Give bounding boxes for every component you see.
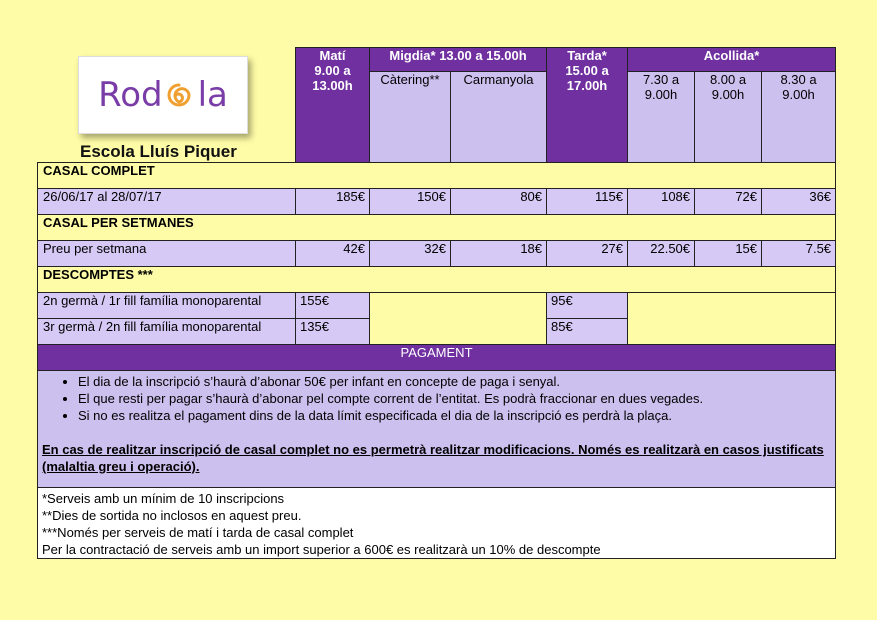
header-acollida-800: 8.00 a 9.00h	[695, 72, 762, 163]
logo-text-1: Rod	[98, 75, 163, 115]
footnote: *Serveis amb un mínim de 10 inscripcions	[42, 491, 285, 506]
footnote: ***Només per serveis de matí i tarda de casal complet	[42, 525, 354, 540]
section-descomptes: DESCOMPTES ***	[38, 267, 836, 293]
table-row: 3r germà / 2n fill família monoparental 135€ 85€	[38, 319, 836, 345]
table-row: 26/06/17 al 28/07/17 185€ 150€ 80€ 115€ 108€ 72€ 36€	[38, 189, 836, 215]
payment-info	[38, 371, 836, 488]
header-carmanyola: Carmanyola	[451, 72, 547, 163]
section-pagament: PAGAMENT	[38, 345, 836, 371]
header-acollida: Acollida*	[628, 48, 836, 72]
table-row: 2n germà / 1r fill família monoparental 155€ 95€	[38, 293, 836, 319]
table-row: Preu per setmana 42€ 32€ 18€ 27€ 22.50€ 15€ 7.5€	[38, 241, 836, 267]
payment-note: En cas de realitzar inscripció de casal complet no es permetrà realitzar modificacions. Només es realitzarà en casos justificats (malaltia greu i operació).	[42, 442, 824, 474]
header-tarda: Tarda* 15.00 a 17.00h	[547, 48, 628, 163]
payment-bullet: • El que resti per pagar s’haurà d’abonar pel compte corrent de l’entitat. Es podrà fraccionar en dues vegades.	[78, 390, 831, 407]
price-table	[37, 47, 836, 559]
section-casal-complet: CASAL COMPLET	[38, 163, 836, 189]
payment-bullet: • El dia de la inscripció s’haurà d’abonar 50€ per infant en concepte de paga i senyal.	[78, 373, 831, 390]
footnote: **Dies de sortida no inclosos en aquest preu.	[42, 508, 302, 523]
footnote: Per la contractació de serveis amb un import superior a 600€ es realitzarà un 10% de descompte	[42, 542, 601, 557]
header-migdia: Migdia* 13.00 a 15.00h	[370, 48, 547, 72]
header-acollida-830: 8.30 a 9.00h	[762, 72, 836, 163]
logo-text-2: la	[197, 75, 228, 115]
section-casal-setmanes: CASAL PER SETMANES	[38, 215, 836, 241]
header-mati: Matí 9.00 a 13.00h	[296, 48, 370, 163]
header-acollida-730: 7.30 a 9.00h	[628, 72, 695, 163]
payment-bullet: • Si no es realitza el pagament dins de la data límit especificada el dia de la inscripció es perdrà la plaça.	[78, 407, 831, 424]
header-catering: Càtering**	[370, 72, 451, 163]
footnotes	[38, 488, 836, 559]
school-name: Escola Lluís Piquer	[80, 142, 237, 161]
